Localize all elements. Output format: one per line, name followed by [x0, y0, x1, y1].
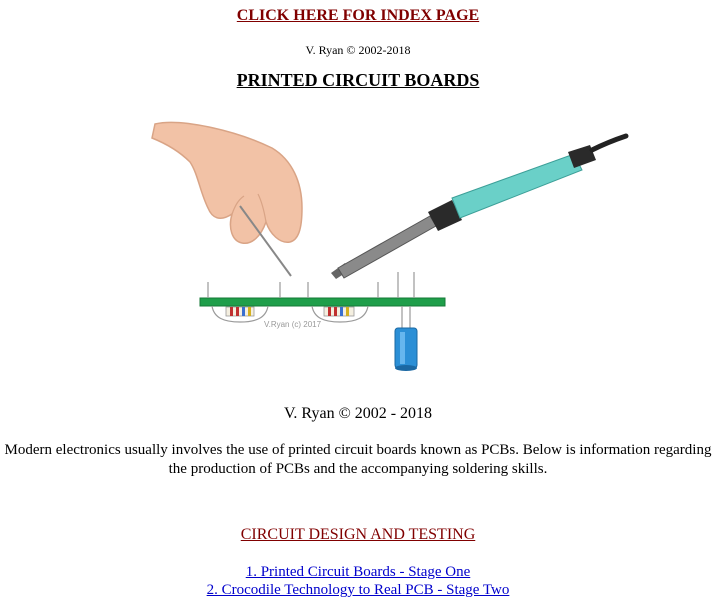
soldering-iron — [331, 136, 626, 279]
section-heading: CIRCUIT DESIGN AND TESTING — [240, 526, 476, 543]
link-list — [0, 563, 716, 599]
copyright-main: V. Ryan © 2002 - 2018 — [283, 405, 433, 422]
soldering-illustration — [140, 110, 640, 380]
circuit-board — [200, 298, 445, 306]
lead-loops — [208, 272, 414, 298]
list-item — [0, 563, 716, 581]
page — [0, 0, 716, 90]
list-item — [0, 581, 716, 599]
copyright-top: V. Ryan © 2002-2018 — [305, 43, 411, 57]
link-stage-two[interactable]: 2. Crocodile Technology to Real PCB - Stage Two — [206, 582, 510, 598]
index-page-link[interactable]: CLICK HERE FOR INDEX PAGE — [236, 7, 480, 24]
link-stage-one[interactable]: 1. Printed Circuit Boards - Stage One — [245, 564, 471, 580]
intro-paragraph: Modern electronics usually involves the use of printed circuit boards known as PCBs. Below is information regarding the production of PCBs and the accompanying soldering skills. — [4, 442, 712, 477]
illustration-watermark: V.Ryan (c) 2017 — [264, 320, 322, 329]
resistor-left — [212, 306, 268, 322]
hand-illustration — [152, 122, 302, 243]
page-title: PRINTED CIRCUIT BOARDS — [236, 70, 480, 90]
capacitor — [395, 306, 417, 371]
